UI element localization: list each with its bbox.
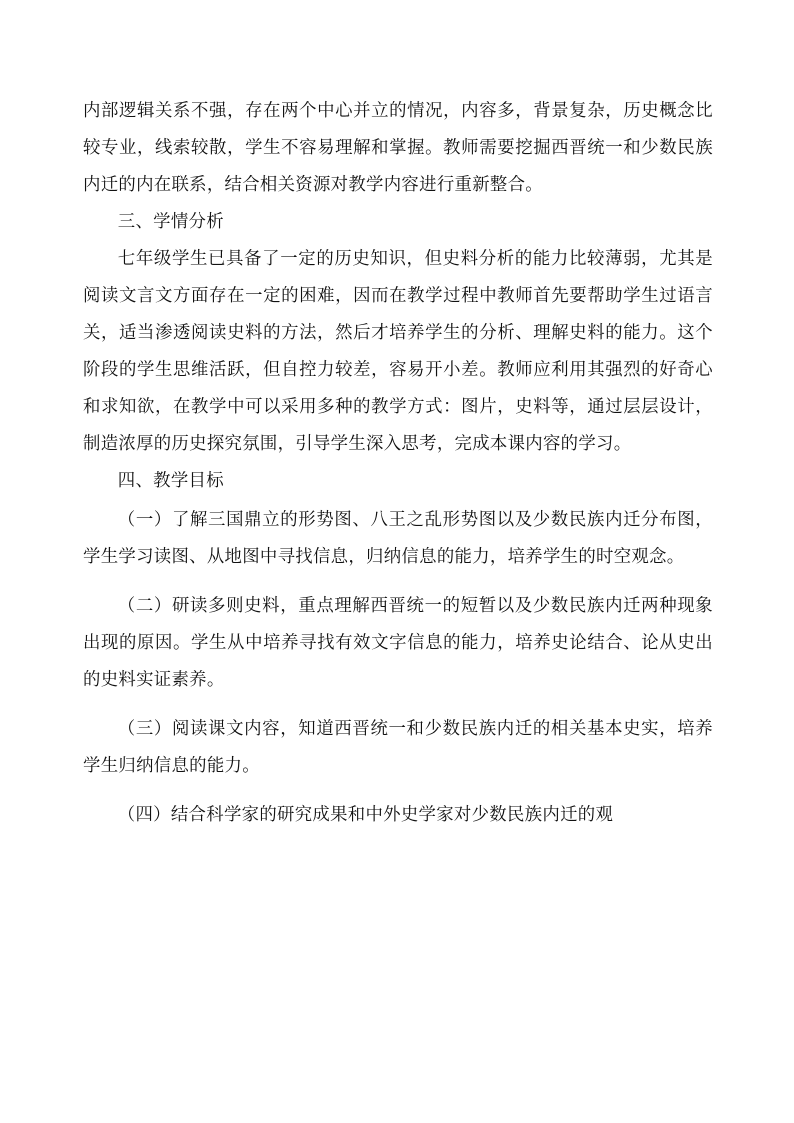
paragraph-goal-1: （一）了解三国鼎立的形势图、八王之乱形势图以及少数民族内迁分布图，学生学习读图、从地图中寻找信息，归纳信息的能力，培养学生的时空观念。 xyxy=(83,510,713,567)
section-heading-teaching-goals: 四、教学目标 xyxy=(117,471,224,491)
paragraph-goal-2: （二）研读多则史料，重点理解西晋统一的短暂以及少数民族内迁两种现象出现的原因。学生从中培养寻找有效文字信息的能力，培养史论结合、论从史出的史料实证素养。 xyxy=(83,596,713,690)
paragraph-learner-analysis: 七年级学生已具备了一定的历史知识，但史料分析的能力比较薄弱，尤其是阅读文言文方面存在一定的困难，因而在教学过程中教师首先要帮助学生过语言关，适当渗透阅读史料的方法，然后才培养学生的分析、理解史料的能力。这个阶段的学生思维活跃，但自控力较差，容易开小差。教师应利用其强烈的好奇心和求知欲，在教学中可以采用多种的教学方式：图片，史料等，通过层层设计，制造浓厚的历史探究氛围，引导学生深入思考，完成本课内容的学习。 xyxy=(83,249,713,454)
document-body xyxy=(83,93,713,834)
paragraph-goal-4: （四）结合科学家的研究成果和中外史学家对少数民族内迁的观 xyxy=(117,805,614,825)
section-heading-learner-analysis: 三、学情分析 xyxy=(117,212,224,232)
paragraph-teaching-content-analysis: 内部逻辑关系不强，存在两个中心并立的情况，内容多，背景复杂，历史概念比较专业，线索较散，学生不容易理解和掌握。教师需要挖掘西晋统一和少数民族内迁的内在联系，结合相关资源对教学内容进行重新整合。 xyxy=(83,101,713,195)
paragraph-goal-3: （三）阅读课文内容，知道西晋统一和少数民族内迁的相关基本史实，培养学生归纳信息的能力。 xyxy=(83,719,713,776)
